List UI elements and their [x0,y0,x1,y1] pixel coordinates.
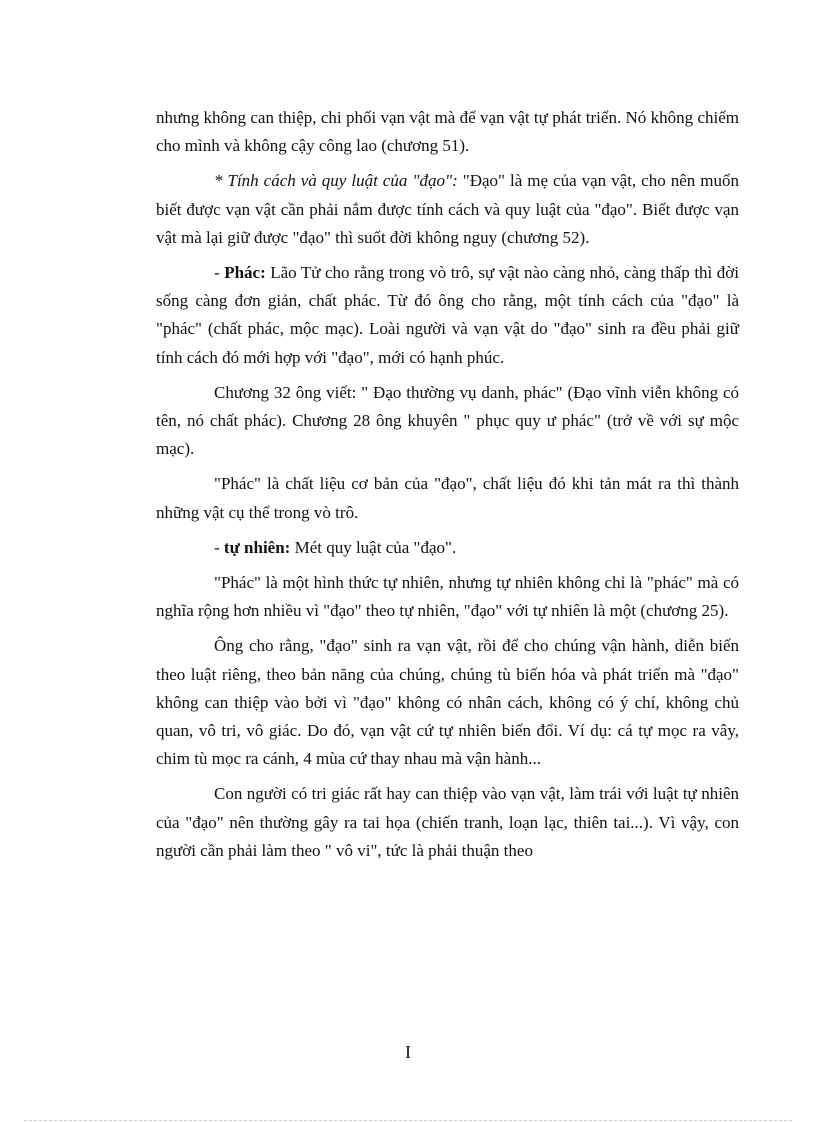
paragraph-continuation [156,104,739,160]
body-text [156,104,739,872]
paragraph-nature-and-laws [156,167,739,252]
paragraph-human-intervention [156,780,739,865]
dash-prefix: - [214,537,224,557]
paragraph-text: nhưng không can thiệp, chi phối vạn vật mà để vạn vật tự phát triển. Nó không chiếm cho mình và không cậy công lao (chương 51). [156,108,739,156]
page-bottom-divider [24,1120,792,1121]
dash-prefix: - [214,263,225,283]
paragraph-phac [156,259,739,372]
paragraph-text: Con người có tri giác rất hay can thiệp vào vạn vật, làm trái với luật tự nhiên của "đạo" nên thường gây ra tai họa (chiến tranh, loạn lạc, thiên tai...). Vì vậy, con người cần phải làm theo " vô vi", tức là phải thuận theo [156,784,739,860]
page-number: I [405,1042,411,1062]
paragraph-phac-natural [156,569,739,625]
paragraph-text: "Phác" là chất liệu cơ bản của "đạo", chất liệu đó khi tản mát ra thì thành những vật cụ thể trong vò trô. [156,474,739,522]
paragraph-text: "Đạo" là mẹ của vạn vật, cho nên muốn biết được vạn vật cần phải nắm được tính cách và quy luật của "đạo". Biết được vạn vật mà lại giữ được "đạo" thì suốt đời không nguy (chương 52). [156,171,739,247]
paragraph-text: Chương 32 ông viết: " Đạo thường vụ danh, phác" (Đạo vĩnh viễn không có tên, nó chất phác). Chương 28 ông khuyên " phục quy ư phác" (trở về với sự mộc mạc). [156,382,739,459]
paragraph-text: Lão Tử cho rằng trong vò trô, sự vật nào càng nhỏ, càng thấp thì đời sống càng đơn giản, chất phác. Từ đó ông cho rằng, một tính cách của "đạo" là "phác" (chất phác, mộc mạc). Loài người và vạn vật do "đạo" sinh ra đều phải giữ tính cách đó mới hợp với "đạo", mới có hạnh phúc. [156,263,739,367]
paragraph-text: "Phác" là một hình thức tự nhiên, nhưng tự nhiên không chỉ là "phác" mà có nghĩa rộng hơn nhiều vì "đạo" theo tự nhiên, "đạo" với tự nhiên là một (chương 25). [156,573,739,621]
paragraph-text: Mét quy luật của "đạo". [290,537,457,557]
paragraph-phac-material [156,470,739,526]
paragraph-text: Ông cho rằng, "đạo" sinh ra vạn vật, rồi để cho chúng vận hành, diễn biến theo luật riêng, theo bản năng của chúng, chúng tù biến hóa và phát triển mà "đạo" không can thiệp vào bởi vì "đạo" không có nhân cách, không có ý chí, không chủ quan, vô tri, vô giác. Do đó, vạn vật cứ tự nhiên biến đổi. Ví dụ: cá tự mọc ra vây, chim tù mọc ra cánh, 4 mùa cứ thay nhau mà vận hành... [156,636,739,769]
section-heading-italic: * Tính cách và quy luật của "đạo": [214,171,458,191]
paragraph-dao-creates [156,632,739,773]
paragraph-chapter-32 [156,379,739,464]
term-tu-nhien: tự nhiên: [223,537,291,557]
paragraph-tu-nhien [156,534,739,562]
term-phac: Phác: [224,263,266,283]
